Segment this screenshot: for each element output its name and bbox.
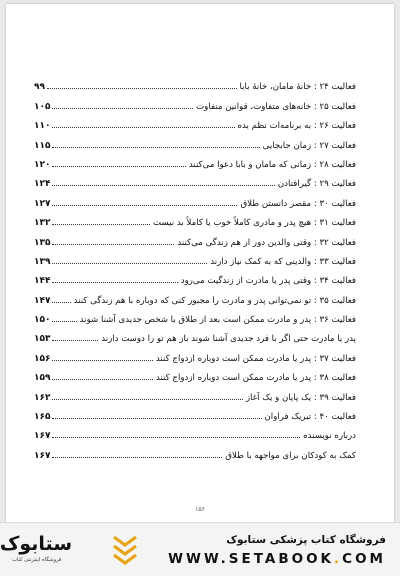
toc-entry-page: ۱۵۳ [34,334,51,345]
url-tld: COM [342,551,386,567]
toc-entry-title: فعالیت ۳۵ : تو نمی‌توانی پدر و مادرت را مجبور کنی که دوباره با هم زندگی کنند [73,295,356,306]
toc-entry[interactable] [34,267,356,286]
toc-entry-page: ۱۳۲ [34,218,51,229]
toc-entry-title: درباره نویسنده [303,431,356,442]
toc-entry[interactable] [34,325,356,344]
toc-entry-page: ۱۴۷ [34,295,51,306]
toc-entry[interactable] [34,151,356,170]
toc-entry[interactable] [34,422,356,441]
toc-entry-page: ۱۵۹ [34,373,51,384]
toc-entry[interactable] [34,112,356,131]
toc-dot-leader [52,399,242,400]
toc-dot-leader [52,205,237,206]
toc-entry[interactable] [34,170,356,189]
page-number: ۱۵۶ [195,506,205,513]
toc-entry-page: ۱۱۰ [34,121,51,132]
toc-entry-title: فعالیت ۲۷ : زمان جابجایی [262,140,356,151]
toc-dot-leader [52,379,152,380]
toc-dot-leader [52,263,207,264]
toc-entry-page: ۱۶۷ [34,450,51,461]
toc-entry-title: فعالیت ۳۶ : پدر و مادرت ممکن است بعد از طلاق با شخص جدیدی آشنا شوند [79,315,356,326]
toc-entry-title: فعالیت ۳۲ : وقتی والدین دور از هم زندگی می‌کنند [177,237,356,248]
toc-entry-page: ۱۶۷ [34,431,51,442]
toc-dot-leader [52,282,177,283]
toc-entry[interactable] [34,248,356,267]
toc-entry-title: فعالیت ۲۵ : خانه‌های متفاوت، قوانین متفاوت [196,101,356,112]
toc-entry-title: پدر یا مادرت حتی اگر با فرد جدیدی آشنا شوند باز هم تو را دوست دارند [101,334,356,345]
toc-entry[interactable] [34,364,356,383]
toc-entry-page: ۱۳۹ [34,256,51,267]
toc-dot-leader [52,166,185,167]
toc-entry[interactable] [34,73,356,92]
toc-dot-leader [52,321,76,322]
url-dot: . [334,551,343,567]
toc-entry-page: ۱۶۵ [34,412,51,423]
toc-entry-title: فعالیت ۳۱ : هیچ پدر و مادری کاملاً خوب یا کاملاً بد نیست [153,218,356,229]
url-main: WWW.SETABOOK [168,551,335,567]
toc-entry-page: ۱۳۵ [34,237,51,248]
toc-dot-leader [52,185,274,186]
toc-entry-title: فعالیت ۲۹ : گیرافتادن [277,179,356,190]
toc-dot-leader [52,340,98,341]
toc-dot-leader [52,147,259,148]
setabook-logo[interactable] [0,531,72,567]
website-url[interactable] [168,551,386,567]
toc-entry-page: ۱۲۷ [34,198,51,209]
toc-dot-leader [52,127,234,128]
toc-dot-leader [52,418,261,419]
toc-entry-page: ۱۴۴ [34,276,51,287]
banner-title: فروشگاه کتاب پزشکی ستابوک [226,534,386,546]
toc-entry-title: فعالیت ۲۶ : به برنامه‌ات نظم بده [237,121,356,132]
toc-dot-leader [52,302,70,303]
toc-dot-leader [52,360,152,361]
toc-entry[interactable] [34,189,356,208]
toc-entry-page: ۱۵۰ [34,315,51,326]
toc-entry-page: ۹۹ [34,82,45,93]
store-banner [0,522,400,576]
toc-dot-leader [52,224,150,225]
toc-entry-title: فعالیت ۴۰ : تبریک فراوان [264,412,356,423]
toc-entry[interactable] [34,209,356,228]
toc-entry[interactable] [34,228,356,247]
toc-entry[interactable] [34,131,356,150]
logo-subtitle: فروشگاه اینترنتی کتاب [12,557,62,563]
toc-dot-leader [47,88,237,89]
toc-entry-title: فعالیت ۳۰ : مقصر دانستن طلاق [240,198,356,209]
toc-entry[interactable] [34,92,356,111]
toc-entry-page: ۱۰۵ [34,101,51,112]
toc-dot-leader [52,457,222,458]
toc-entry-title: فعالیت ۳۸ : پدر یا مادرت ممکن است دوباره ازدواج کنند [155,373,356,384]
toc-entry[interactable] [34,344,356,363]
toc-dot-leader [52,437,300,438]
toc-entry-page: ۱۲۰ [34,159,51,170]
toc-entry-title: فعالیت ۲۸ : زمانی که مامان و بابا دعوا می‌کنند [188,159,356,170]
toc-entry-title: فعالیت ۲۴ : خانهٔ مامان، خانهٔ بابا [239,82,356,93]
toc-entry-title: فعالیت ۳۹ : یک پایان و یک آغاز [245,392,356,403]
toc-entry-page: ۱۵۶ [34,353,51,364]
logo-text: ستابوک [0,533,72,555]
table-of-contents [34,73,356,461]
toc-entry-page: ۱۶۲ [34,392,51,403]
toc-entry-title: فعالیت ۳۴ : وقتی پدر یا مادرت از زندگیت می‌رود [180,276,356,287]
toc-entry-title: فعالیت ۳۳ : والدینی که به کمک نیاز دارند [210,256,356,267]
toc-entry-page: ۱۱۵ [34,140,51,151]
toc-entry[interactable] [34,403,356,422]
toc-entry[interactable] [34,286,356,305]
toc-entry-title: فعالیت ۳۷ : پدر یا مادرت ممکن است دوباره ازدواج کنند [155,353,356,364]
toc-entry-page: ۱۲۴ [34,179,51,190]
toc-dot-leader [52,108,193,109]
toc-entry-title: کمک به کودکان برای مواجهه با طلاق [225,450,356,461]
chevron-stack-icon [112,533,138,565]
toc-entry[interactable] [34,441,356,460]
toc-dot-leader [52,244,174,245]
toc-entry[interactable] [34,306,356,325]
toc-entry[interactable] [34,383,356,402]
